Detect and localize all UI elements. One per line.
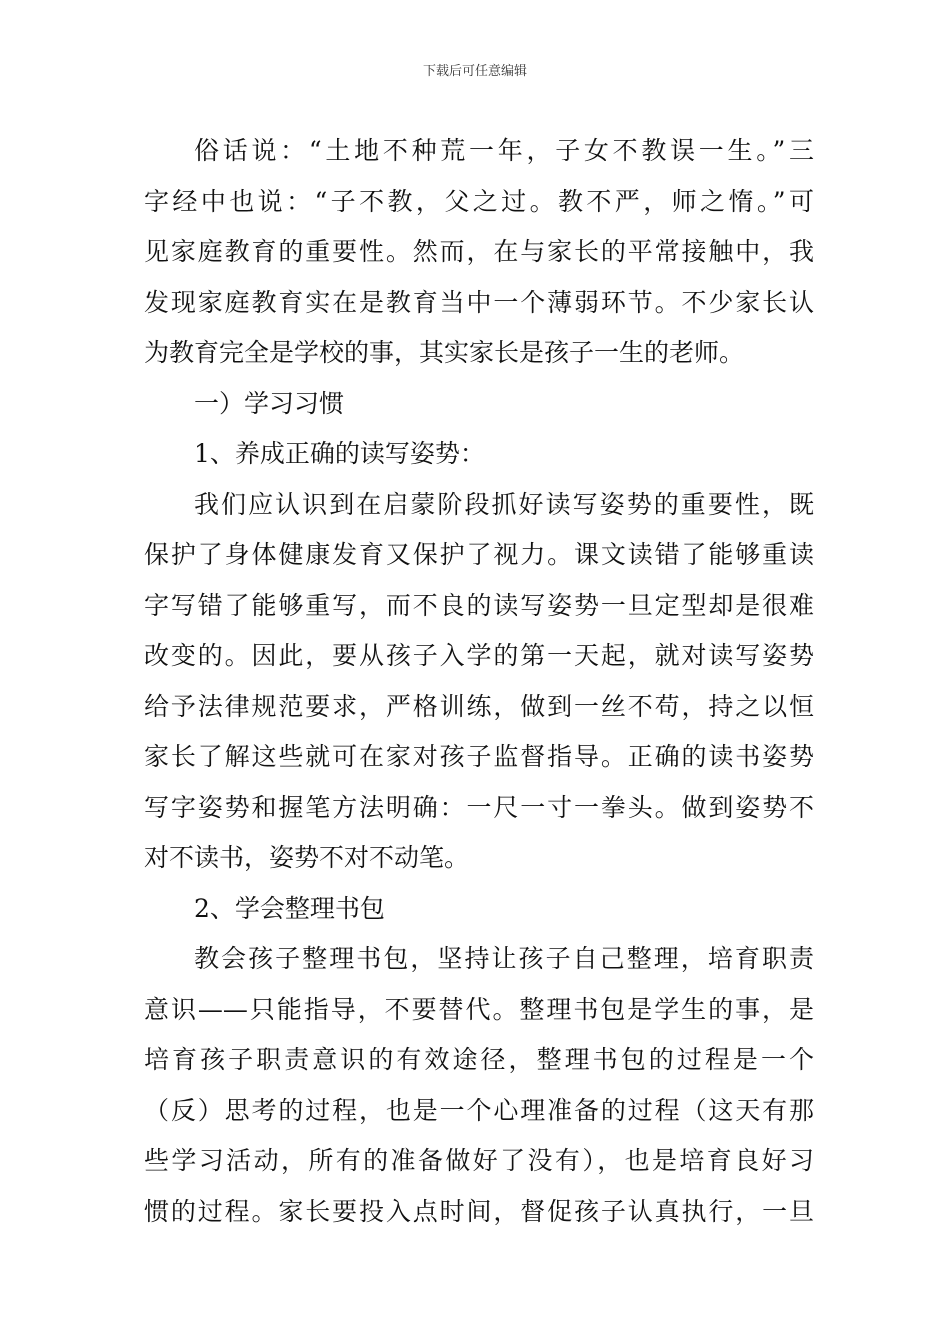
text-line: （反）思考的过程，也是一个心理准备的过程（这天有那: [144, 1095, 814, 1125]
document-body: [144, 126, 814, 1237]
text-line: 些学习活动，所有的准备做好了没有），也是培育良好习: [144, 1146, 814, 1175]
text-line: 培育孩子职责意识的有效途径，整理书包的过程是一个: [144, 1045, 814, 1074]
text-line: 写字姿势和握笔方法明确：一尺一寸一拳头。做到姿势不: [144, 792, 814, 822]
text-line: 俗话说：“土地不种荒一年，子女不教误一生。”三: [194, 136, 814, 165]
text-line: 给予法律规范要求，严格训练，做到一丝不苟，持之以恒: [144, 691, 814, 721]
text-line: 惯的过程。家长要投入点时间，督促孩子认真执行，一旦: [144, 1196, 814, 1226]
section-heading: 一）学习习惯: [194, 388, 345, 418]
text-line: 改变的。因此，要从孩子入学的第一天起，就对读写姿势: [144, 641, 814, 670]
text-line: 对不读书，姿势不对不动笔。: [144, 843, 470, 872]
text-line: 发现家庭教育实在是教育当中一个薄弱环节。不少家长认: [144, 287, 814, 317]
text-line: 我们应认识到在启蒙阶段抓好读写姿势的重要性，既: [194, 489, 814, 519]
text-line: 意识——只能指导，不要替代。整理书包是学生的事，是: [144, 994, 814, 1024]
text-line: 家长了解这些就可在家对孩子监督指导。正确的读书姿势: [144, 742, 814, 771]
subsection-heading: 2、学会整理书包: [194, 893, 385, 923]
text-line: 保护了身体健康发育又保护了视力。课文读错了能够重读: [144, 540, 814, 569]
text-line: 见家庭教育的重要性。然而，在与家长的平常接触中，我: [144, 237, 814, 266]
text-line: 教会孩子整理书包，坚持让孩子自己整理，培育职责: [194, 944, 814, 973]
subsection-heading: 1、养成正确的读写姿势：: [194, 439, 485, 468]
text-line: 为教育完全是学校的事，其实家长是孩子一生的老师。: [144, 338, 745, 367]
text-line: 字写错了能够重写，而不良的读写姿势一旦定型却是很难: [144, 590, 814, 620]
text-line: 字经中也说：“子不教，父之过。教不严，师之惰。”可: [144, 186, 814, 216]
page-header: 下载后可任意编辑: [422, 64, 527, 79]
